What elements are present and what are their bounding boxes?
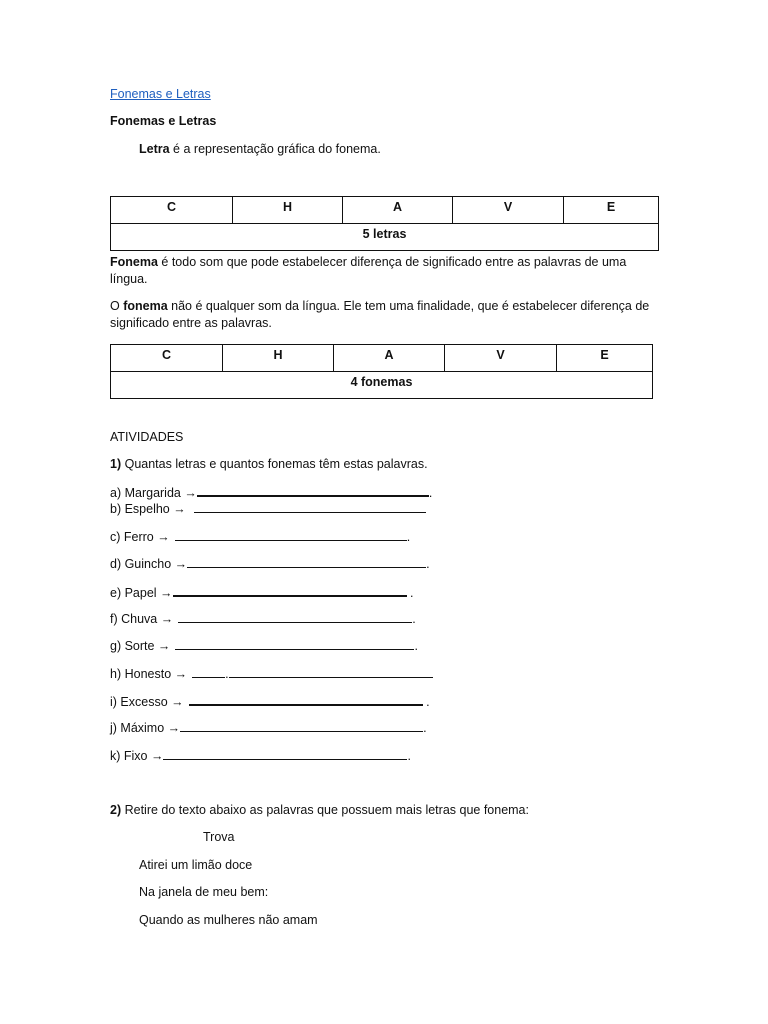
- answer-line[interactable]: [178, 612, 412, 623]
- section-heading: Fonemas e Letras: [110, 114, 217, 128]
- letters-table: [110, 196, 659, 251]
- poem-line: Quando as mulheres não amam: [139, 913, 318, 927]
- answer-item: [110, 502, 426, 516]
- fonema-definition-text: é todo som que pode estabelecer diferença de significado entre as palavras de uma língua.: [110, 255, 627, 286]
- answer-label: h) Honesto →: [110, 667, 188, 681]
- poem-title: Trova: [203, 830, 235, 844]
- letters-count: 5 letras: [111, 224, 659, 251]
- question-1-text: Quantas letras e quantos fonemas têm estas palavras.: [121, 457, 428, 471]
- phonemes-table: [110, 344, 653, 399]
- answer-label: g) Sorte →: [110, 639, 171, 653]
- phoneme-cell: V: [445, 345, 557, 372]
- letra-text: é a representação gráfica do fonema.: [169, 142, 381, 156]
- answer-end: .: [225, 667, 229, 681]
- phoneme-cell: H: [223, 345, 334, 372]
- letter-cell: H: [233, 197, 343, 224]
- answer-line[interactable]: [192, 667, 225, 678]
- letter-cell: C: [111, 197, 233, 224]
- answer-end: .: [406, 586, 414, 600]
- answer-line[interactable]: [173, 585, 407, 597]
- answer-item: [110, 485, 432, 500]
- answer-line[interactable]: [175, 639, 414, 650]
- fonema-note-text: não é qualquer som da língua. Ele tem uma finalidade, que é estabelecer diferença de significado entre as palavras.: [110, 299, 650, 330]
- answer-end: .: [428, 486, 433, 500]
- answer-label: e) Papel →: [110, 586, 173, 600]
- answer-line[interactable]: [229, 667, 433, 678]
- phonemes-count: 4 fonemas: [111, 372, 653, 399]
- answer-line[interactable]: [187, 557, 426, 568]
- poem-line: Na janela de meu bem:: [139, 885, 269, 899]
- answer-line[interactable]: [163, 749, 407, 760]
- question-2: [110, 803, 529, 817]
- answer-label: i) Excesso →: [110, 695, 184, 709]
- answer-label: c) Ferro →: [110, 530, 170, 544]
- fonema-definition: [110, 254, 660, 288]
- letra-definition: [139, 142, 381, 156]
- answer-label: f) Chuva →: [110, 612, 174, 626]
- answer-item: [110, 557, 430, 571]
- answer-item: [110, 667, 433, 681]
- phoneme-cell: A: [334, 345, 445, 372]
- fonema-note: [110, 298, 660, 332]
- poem-line: Atirei um limão doce: [139, 858, 253, 872]
- answer-end: .: [422, 695, 430, 709]
- answer-end: .: [423, 721, 427, 735]
- answer-item: [110, 749, 411, 763]
- question-1-number: 1): [110, 457, 122, 471]
- answer-item: [110, 612, 416, 626]
- fonema-note-prefix: O: [110, 299, 124, 313]
- activities-title: ATIVIDADES: [110, 430, 184, 444]
- answer-line[interactable]: [189, 694, 423, 706]
- letra-term: Letra: [139, 142, 170, 156]
- answer-item: [110, 530, 410, 544]
- question-2-text: Retire do texto abaixo as palavras que possuem mais letras que fonema:: [121, 803, 529, 817]
- answer-item: [110, 585, 413, 600]
- answer-label: j) Máximo →: [110, 721, 181, 735]
- phoneme-cell: C: [111, 345, 223, 372]
- fonema-term: Fonema: [110, 255, 158, 269]
- answer-line[interactable]: [194, 502, 426, 513]
- answer-line[interactable]: [180, 721, 423, 732]
- answer-end: .: [407, 749, 411, 763]
- answer-end: .: [412, 612, 416, 626]
- answer-end: .: [426, 557, 430, 571]
- letter-cell: E: [564, 197, 659, 224]
- title-link[interactable]: Fonemas e Letras: [110, 87, 211, 101]
- answer-label: b) Espelho →: [110, 502, 186, 516]
- answer-line[interactable]: [197, 485, 429, 497]
- answer-item: [110, 694, 430, 709]
- answer-end: .: [406, 530, 411, 544]
- answer-item: [110, 721, 427, 735]
- letter-cell: A: [343, 197, 453, 224]
- answer-end: .: [414, 639, 418, 653]
- fonema-note-term: fonema: [123, 299, 168, 313]
- question-1: [110, 457, 428, 471]
- question-2-number: 2): [110, 803, 122, 817]
- answer-label: k) Fixo →: [110, 749, 164, 763]
- answer-label: d) Guincho →: [110, 557, 188, 571]
- letter-cell: V: [453, 197, 564, 224]
- phoneme-cell: E: [557, 345, 653, 372]
- answer-label: a) Margarida →: [110, 486, 197, 500]
- answer-item: [110, 639, 418, 653]
- answer-line[interactable]: [175, 530, 407, 541]
